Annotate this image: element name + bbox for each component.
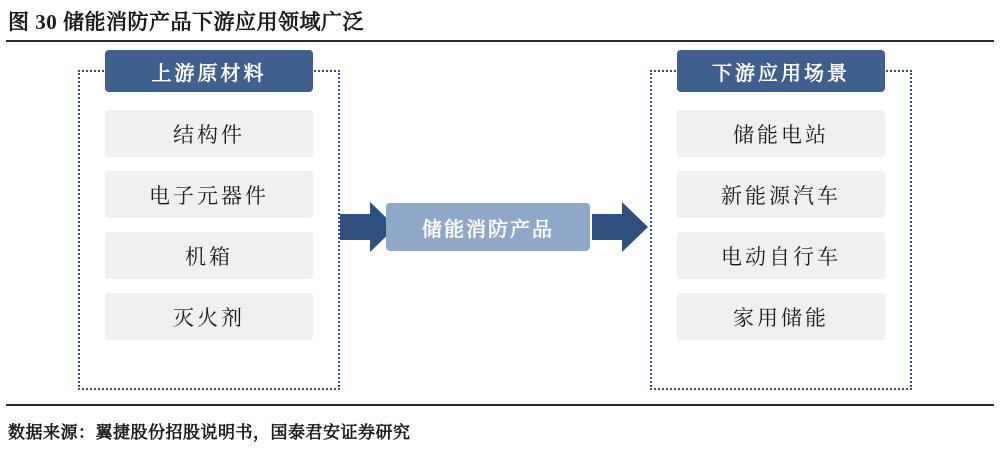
center-node: 储能消防产品: [386, 203, 590, 251]
upstream-item-list: [80, 110, 338, 340]
diagram-canvas: [0, 48, 1000, 398]
downstream-group: [650, 62, 912, 390]
list-item: 电子元器件: [105, 171, 313, 218]
list-item: 结构件: [105, 110, 313, 157]
downstream-group-header: 下游应用场景: [677, 50, 885, 92]
page-title: 图 30 储能消防产品下游应用领域广泛: [8, 10, 364, 34]
list-item: 新能源汽车: [677, 171, 885, 218]
list-item: 机箱: [105, 232, 313, 279]
list-item: 电动自行车: [677, 232, 885, 279]
downstream-item-list: [652, 110, 910, 340]
upstream-group: [78, 62, 340, 390]
source-note: 数据来源：翼捷股份招股说明书，国泰君安证券研究: [8, 423, 411, 442]
list-item: 储能电站: [677, 110, 885, 157]
arrow-right-icon: [592, 200, 648, 254]
upstream-group-header: 上游原材料: [105, 50, 313, 92]
list-item: 灭火剂: [105, 293, 313, 340]
footer-divider: [6, 404, 994, 406]
title-divider: [6, 40, 994, 42]
list-item: 家用储能: [677, 293, 885, 340]
